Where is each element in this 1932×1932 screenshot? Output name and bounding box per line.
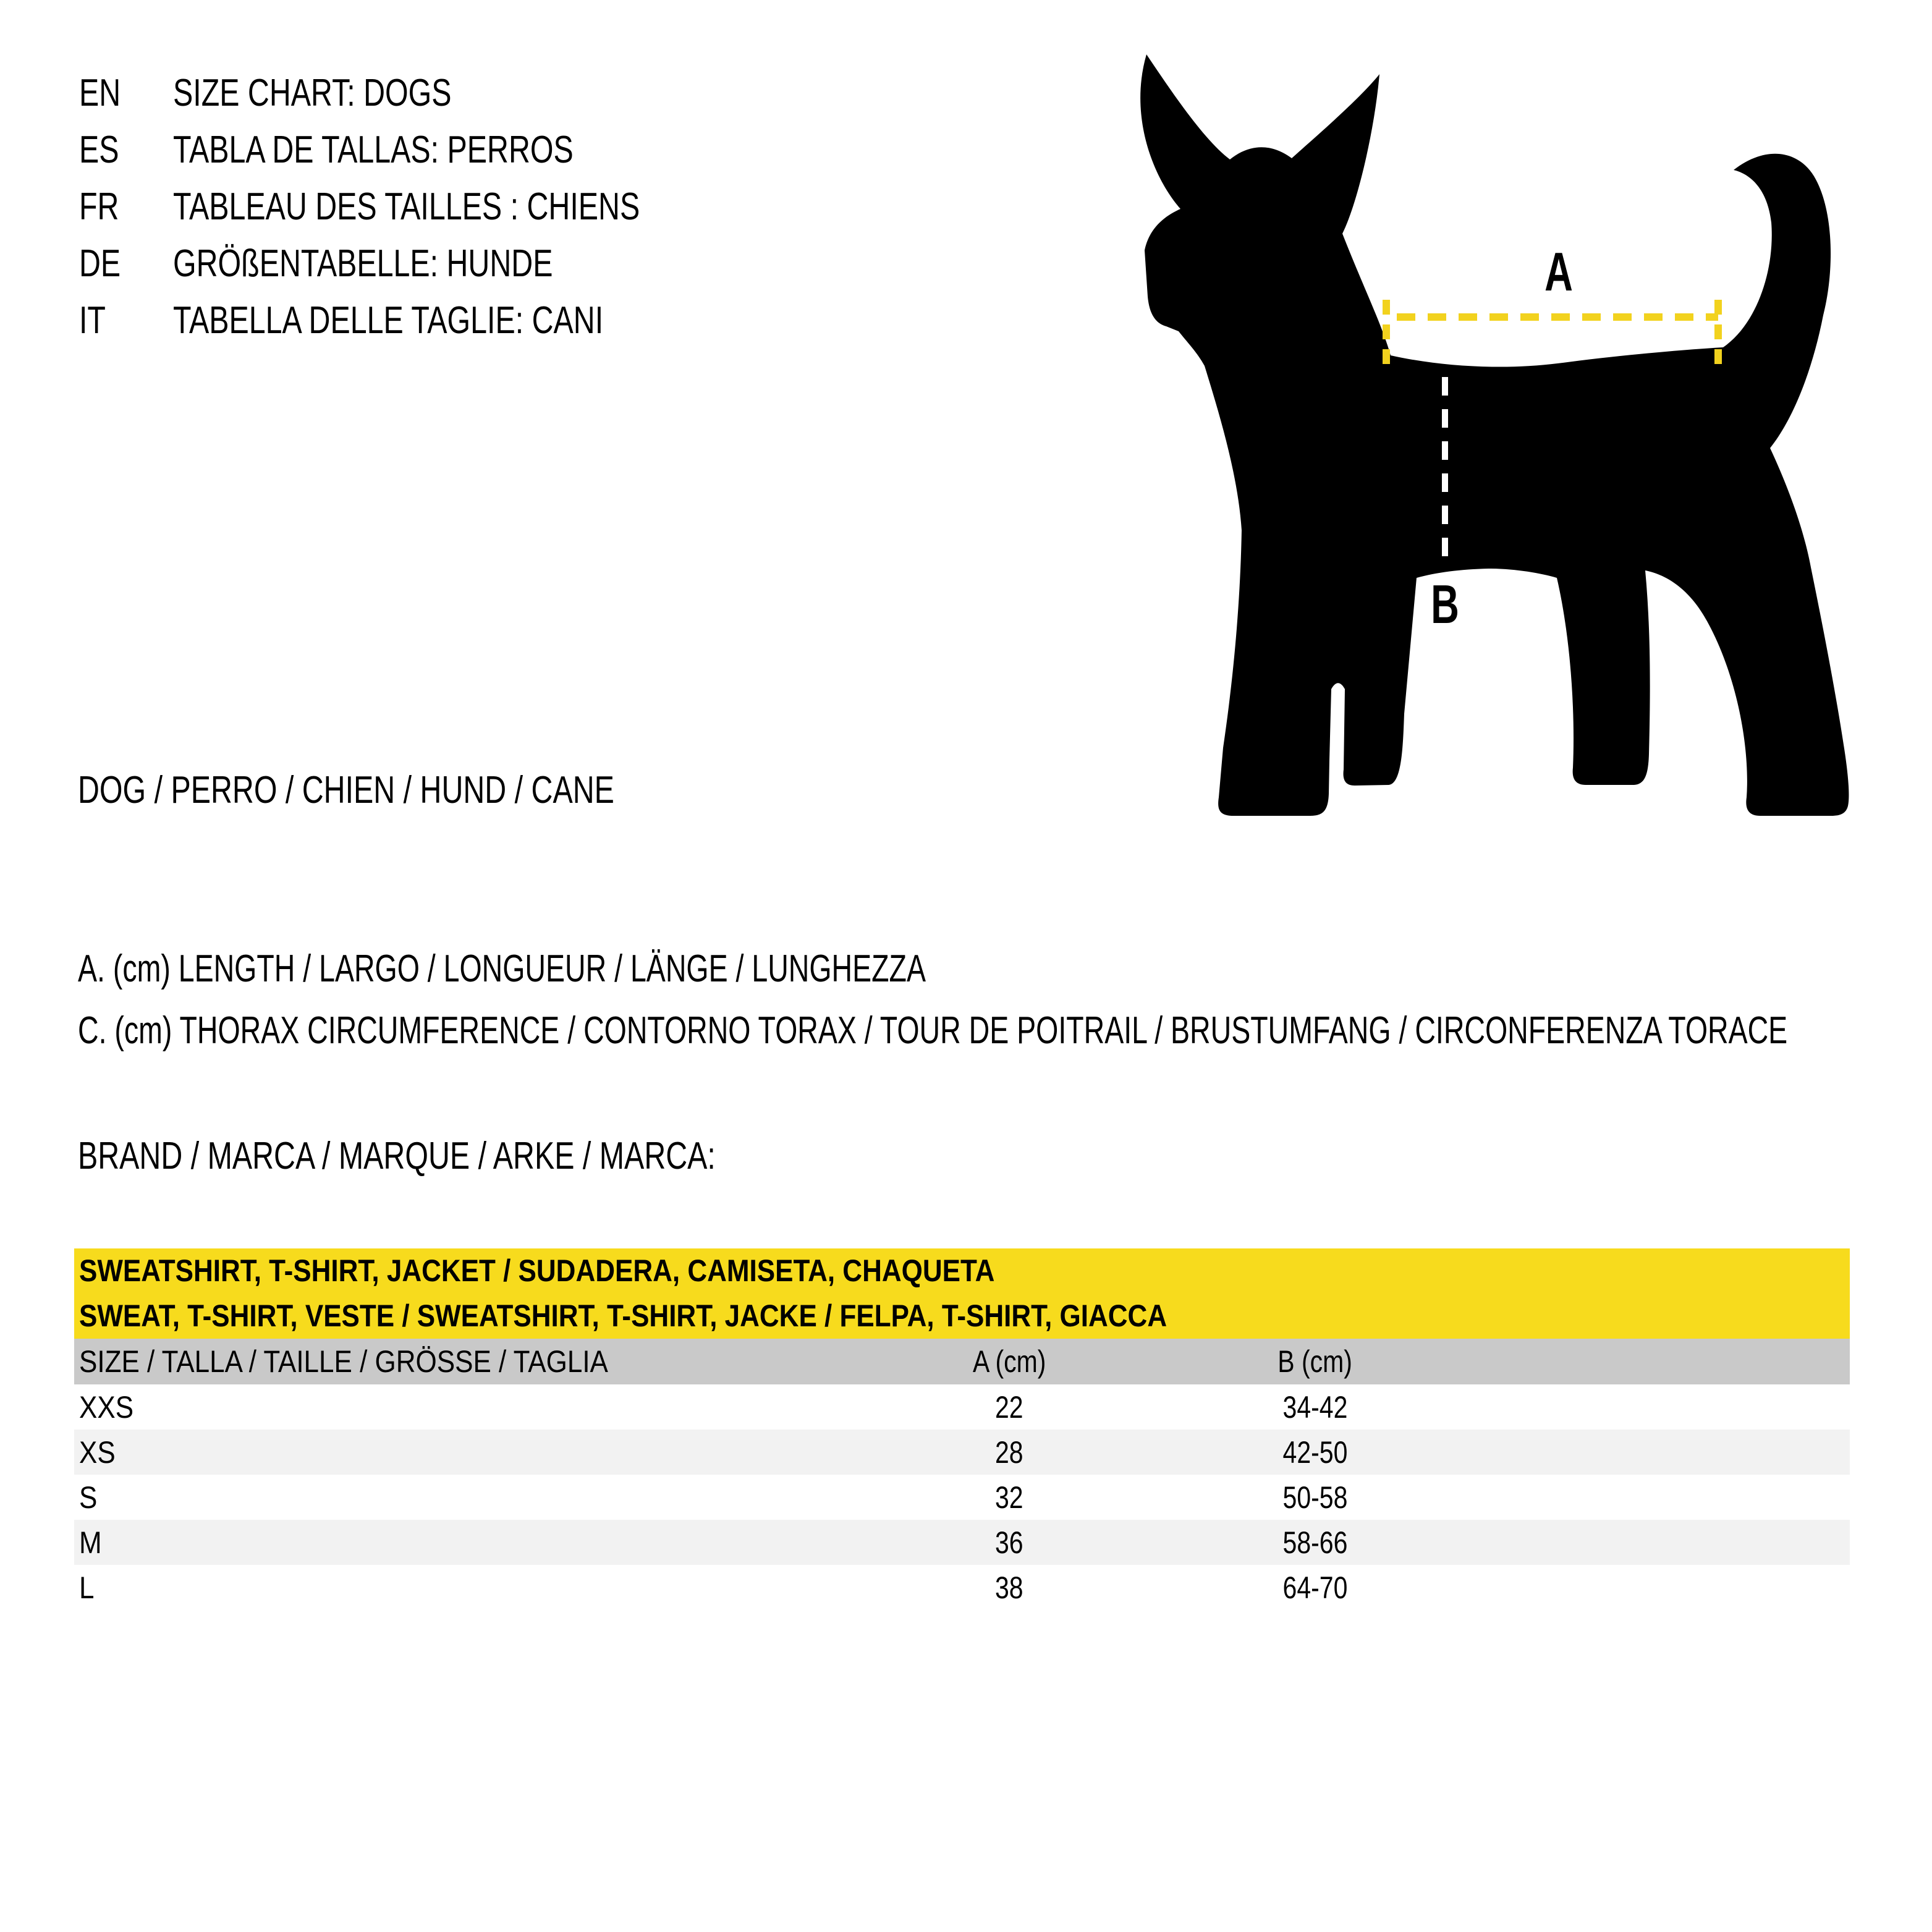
size-cell: M	[79, 1525, 102, 1560]
language-row	[79, 185, 771, 228]
brand-line: BRAND / MARCA / MARQUE / ARKE / MARCA:	[78, 1135, 716, 1177]
table-row	[74, 1384, 1850, 1430]
b-cell: 34-42	[1282, 1389, 1348, 1425]
b-cell: 50-58	[1282, 1480, 1348, 1515]
measure-a-label: A	[1544, 241, 1573, 302]
table-header-row	[74, 1339, 1850, 1384]
language-code: ES	[79, 129, 119, 171]
b-cell: 42-50	[1282, 1434, 1348, 1470]
a-cell: 32	[995, 1480, 1023, 1515]
column-header-a: A (cm)	[972, 1344, 1046, 1379]
legend-line-c: C. (cm) THORAX CIRCUMFERENCE / CONTORNO TORAX / TOUR DE POITRAIL / BRUSTUMFANG / CIRCONFERENZA TORACE	[78, 1009, 1788, 1052]
a-cell: 22	[995, 1389, 1023, 1425]
size-cell: XXS	[79, 1389, 134, 1425]
banner-line-1: SWEATSHIRT, T-SHIRT, JACKET / SUDADERA, CAMISETA, CHAQUETA	[79, 1253, 995, 1288]
language-row	[79, 131, 686, 169]
column-header-b: B (cm)	[1277, 1344, 1353, 1379]
b-cell: 64-70	[1282, 1570, 1348, 1605]
dog-diagram	[1112, 19, 1904, 859]
language-code: EN	[79, 72, 121, 114]
banner-line-2: SWEAT, T-SHIRT, VESTE / SWEATSHIRT, T-SHIRT, JACKE / FELPA, T-SHIRT, GIACCA	[79, 1299, 1167, 1333]
table-row	[74, 1475, 1850, 1520]
size-table	[74, 1248, 1850, 1610]
table-row	[74, 1520, 1850, 1565]
size-cell: L	[79, 1570, 95, 1605]
diagram-caption: DOG / PERRO / CHIEN / HUND / CANE	[78, 769, 614, 811]
language-label: GRÖßENTABELLE: HUNDE	[173, 242, 553, 285]
language-label: TABLEAU DES TAILLES : CHIENS	[173, 185, 640, 228]
a-cell: 38	[995, 1570, 1023, 1605]
dog-silhouette	[1140, 54, 1849, 816]
a-cell: 36	[995, 1525, 1023, 1560]
a-cell: 28	[995, 1434, 1023, 1470]
size-cell: XS	[79, 1434, 116, 1470]
language-label: SIZE CHART: DOGS	[173, 72, 452, 114]
b-cell: 58-66	[1282, 1525, 1348, 1560]
dog-silhouette-svg	[1112, 19, 1904, 859]
language-label: TABELLA DELLE TAGLIE: CANI	[173, 299, 604, 342]
language-row	[79, 74, 530, 112]
language-row	[79, 242, 660, 285]
column-header-size: SIZE / TALLA / TAILLE / GRÖSSE / TAGLIA	[79, 1344, 608, 1379]
table-row	[74, 1565, 1850, 1610]
language-code: DE	[79, 242, 121, 285]
language-label: TABLA DE TALLAS: PERROS	[173, 129, 574, 171]
legend-line-a: A. (cm) LENGTH / LARGO / LONGUEUR / LÄNGE / LUNGHEZZA	[78, 947, 926, 990]
language-row	[79, 299, 725, 342]
language-code: IT	[79, 299, 106, 342]
language-code: FR	[79, 185, 119, 228]
table-row	[74, 1430, 1850, 1475]
measure-b-label: B	[1431, 574, 1459, 635]
size-cell: S	[79, 1480, 98, 1515]
table-banner	[74, 1248, 1850, 1339]
